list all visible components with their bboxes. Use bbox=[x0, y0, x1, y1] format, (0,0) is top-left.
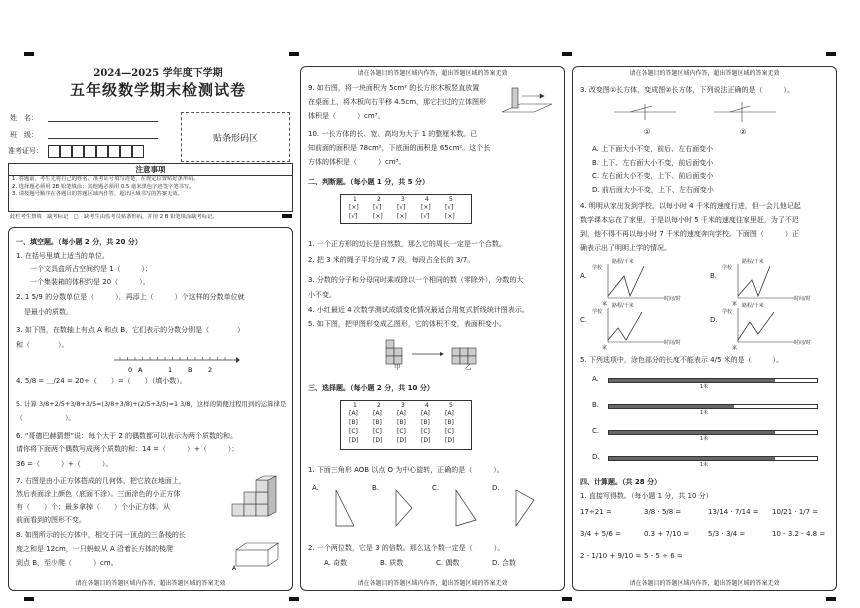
section-title: 二、判断题。 bbox=[308, 178, 350, 186]
choice-bubble[interactable]: [D] bbox=[445, 437, 455, 444]
graph-x-label: 时间/时 bbox=[794, 296, 811, 302]
school-year: 2024—2025 学年度下学期 bbox=[93, 68, 223, 79]
registration-mark bbox=[826, 52, 836, 56]
choice-bubble[interactable]: [D] bbox=[349, 437, 359, 444]
exam-number-box[interactable] bbox=[48, 145, 60, 158]
choice-option[interactable]: D. bbox=[492, 484, 500, 492]
graph-option[interactable]: C. bbox=[580, 316, 588, 324]
graph-option[interactable]: A. bbox=[580, 272, 587, 280]
registration-mark bbox=[562, 597, 572, 601]
length-bar-fill bbox=[609, 405, 734, 408]
section-fill-in bbox=[16, 238, 142, 247]
notice-box bbox=[8, 163, 293, 212]
question-8c: 到点 B，至少爬（ ）cm。 bbox=[16, 559, 118, 567]
missing-exam-row: 此栏考生禁填 缺考标记 □ 缺考生由监考员贴条形码，并用 2 B 铅笔填涂缺考标记。 bbox=[10, 214, 218, 220]
section-true-false bbox=[308, 178, 429, 187]
axis-label: 0 bbox=[128, 366, 133, 374]
question-2b: 是最小的质数。 bbox=[24, 308, 73, 316]
choice-4: 4. 明明从家出发到学校，以每小时 4 千米的速度行进，但一会儿他记起 bbox=[580, 202, 801, 210]
class-label: 班 级： bbox=[10, 131, 38, 139]
axis-label: 1 bbox=[168, 366, 173, 374]
bar-caption: 1米 bbox=[700, 462, 709, 468]
graph-home-label: 家 bbox=[732, 345, 738, 351]
length-bar-fill bbox=[609, 379, 775, 382]
barcode-area: 贴条形码区 bbox=[181, 112, 290, 162]
question-1: 1. 在括号里填上适当的单位。 bbox=[16, 252, 109, 260]
graph-home-label: 家 bbox=[602, 345, 608, 351]
choice-option[interactable]: A. 上下面大小不变，前后、左右面变小 bbox=[592, 145, 714, 153]
question-10: 10. 一长方体的长、宽、高均为大于 1 的整厘米数。已 bbox=[308, 130, 478, 138]
exam-number-label: 准考证号： bbox=[8, 147, 43, 155]
tf-bubble[interactable]: [×] bbox=[445, 213, 455, 220]
question-5: 5. 计算 3/8+2/5+3/8+3/5=(3/8+3/8)+(2/5+3/5)=1 3/8，这样的简便过程用到的运算律是 bbox=[16, 400, 287, 408]
registration-mark bbox=[289, 597, 299, 601]
grid-number: 1 bbox=[353, 196, 357, 203]
label-yi: 乙 bbox=[465, 363, 472, 371]
choice-4d: 确表示出了明明上学的情况。 bbox=[580, 244, 671, 252]
choice-1: 1. 下面三角形 AOB 以点 O 为中心旋转，正确的是（ ）。 bbox=[308, 466, 504, 474]
choice-3: 3. 改变图①长方体，变成图②长方体，下列说法正确的是（ ）。 bbox=[580, 86, 794, 94]
rotated-triangle-figure bbox=[446, 486, 486, 530]
choice-bubble[interactable]: [B] bbox=[349, 419, 358, 426]
choice-bubble[interactable]: [D] bbox=[421, 437, 431, 444]
tf-bubble[interactable]: [√] bbox=[397, 204, 406, 211]
bar-caption: 1米 bbox=[700, 410, 709, 416]
length-bar-fill bbox=[609, 431, 775, 434]
question-3b: 和（ ）。 bbox=[16, 341, 69, 349]
cuboid-figure bbox=[232, 540, 282, 570]
question-9b: 在桌面上，将木板向右平移 4.5cm，那它扫过的立体图形 bbox=[308, 98, 487, 106]
grid-number: 1 bbox=[353, 402, 357, 409]
choice-bubble[interactable]: [B] bbox=[397, 419, 406, 426]
choice-option[interactable]: C. bbox=[432, 484, 440, 492]
bar-option[interactable]: C. bbox=[592, 427, 600, 435]
question-6: 6. “哥德巴赫猜想”说：每个大于 2 的偶数都可以表示为两个质数的和。 bbox=[16, 432, 238, 440]
question-10c: 方体的体积是（ ）cm³。 bbox=[308, 158, 406, 166]
section-note: （每小题 1 分，共 5 分） bbox=[350, 178, 429, 186]
tf-bubble[interactable]: [×] bbox=[373, 213, 383, 220]
graph-option[interactable]: B. bbox=[710, 272, 718, 280]
section-note: （每小题 2 分，共 20 分） bbox=[58, 238, 142, 246]
class-field[interactable] bbox=[48, 138, 158, 139]
judge-5: 5. 如下图，把甲图形变成乙图形，它的体积不变，表面积变小。 bbox=[308, 320, 506, 328]
exam-number-box[interactable] bbox=[60, 145, 72, 158]
grid-number: 3 bbox=[401, 402, 405, 409]
graph-home-label: 家 bbox=[732, 301, 738, 307]
graph-home-label: 家 bbox=[602, 301, 608, 307]
grid-number: 5 bbox=[449, 196, 453, 203]
length-bar bbox=[608, 430, 818, 435]
choice-option[interactable]: A. 奇数 bbox=[324, 559, 348, 567]
choice-bubble[interactable]: [A] bbox=[397, 410, 406, 417]
notice-line: 1. 答题前，考生先将自己的姓名、准考证号填写清楚，在规定位置贴好条形码。 bbox=[12, 176, 199, 182]
tf-bubble[interactable]: [×] bbox=[349, 204, 359, 211]
question-5b: （ ）。 bbox=[16, 414, 76, 422]
question-1a: 一个文具盒所占空间约是 1（ ）； bbox=[30, 265, 153, 273]
registration-mark bbox=[562, 52, 572, 56]
section-note: （每小题 2 分，共 10 分） bbox=[350, 384, 434, 392]
graph-school-label: 学校 bbox=[722, 265, 733, 271]
notice-line: 2. 选择题必须用 2B 铅笔填涂；其他题必须用 0.5 毫米黑色字迹签字笔书写。 bbox=[12, 183, 195, 190]
question-4: 4. 5/8 = ＿/24 = 20÷（ ）=（ ）（填小数）。 bbox=[16, 377, 187, 385]
question-8: 8. 如图所示的长方体中，相交于同一顶点的三条棱的长 bbox=[16, 531, 186, 539]
question-6b: 请你将下面两个偶数写成两个质数的和：14 =（ ）+（ ）； bbox=[16, 445, 239, 453]
number-line bbox=[110, 352, 240, 374]
tf-bubble[interactable]: [√] bbox=[373, 204, 382, 211]
choice-bubble[interactable]: [B] bbox=[373, 419, 382, 426]
axis-label: A bbox=[138, 366, 143, 374]
bar-option[interactable]: B. bbox=[592, 401, 600, 409]
choice-bubble[interactable]: [A] bbox=[349, 410, 358, 417]
exam-number-box[interactable] bbox=[108, 145, 120, 158]
graph-school-label: 学校 bbox=[722, 309, 733, 315]
choice-bubble[interactable]: [C] bbox=[397, 428, 406, 435]
exam-number-box[interactable] bbox=[120, 145, 132, 158]
judge-3b: 小不变。 bbox=[308, 291, 336, 299]
choice-bubble[interactable]: [D] bbox=[397, 437, 407, 444]
exam-title: 五年级数学期末检测试卷 bbox=[69, 81, 246, 99]
question-7b: 然后表面涂上颜色（底面不涂）。三面涂色的小正方体 bbox=[16, 490, 181, 498]
answer-area-warning: 请在各题目的答题区域内作答，超出答题区域的答案无效 bbox=[629, 580, 780, 587]
graph-y-label: 路程/千米 bbox=[612, 303, 634, 309]
graph-y-label: 路程/千米 bbox=[612, 259, 634, 265]
figure-label-1: ① bbox=[644, 128, 651, 136]
exam-number-box[interactable] bbox=[72, 145, 84, 158]
exam-number-box[interactable] bbox=[84, 145, 96, 158]
exam-number-box[interactable] bbox=[132, 145, 144, 158]
judge-4: 4. 小红最近 4 次数学测试成绩变化情况最适合用复式折线统计图表示。 bbox=[308, 306, 529, 314]
graph-x-label: 时间/时 bbox=[664, 296, 681, 302]
graph-school-label: 学校 bbox=[592, 265, 603, 271]
grid-number: 5 bbox=[449, 402, 453, 409]
choice-bubble[interactable]: [B] bbox=[445, 419, 454, 426]
question-6c: 36 =（ ）+（ ）。 bbox=[16, 460, 113, 468]
tf-bubble[interactable]: [×] bbox=[397, 213, 407, 220]
answer-area-warning: 请在各题目的答题区域内作答，超出答题区域的答案无效 bbox=[357, 580, 508, 587]
choice-bubble[interactable]: [B] bbox=[421, 419, 430, 426]
calc-item: 5 - 5 ÷ 6 = bbox=[644, 552, 683, 560]
section-calculation bbox=[580, 478, 661, 487]
graph-school-label: 学校 bbox=[592, 309, 603, 315]
section-title: 四、计算题。 bbox=[580, 478, 622, 486]
calc-item: 13/14 · 7/14 = bbox=[708, 508, 759, 516]
graph-y-label: 路程/千米 bbox=[742, 303, 764, 309]
notice-line: 3. 请按题号顺序在各题目的答题区域内作答，超出区域书写的答案无效。 bbox=[12, 191, 183, 197]
figure-label-2: ② bbox=[740, 128, 747, 136]
choice-4b: 数学课本忘在了家里，于是以每小时 5 千米的速度往家里赶，为了不迟 bbox=[580, 216, 799, 224]
question-7d: 前面看到的图形不变。 bbox=[16, 516, 86, 524]
registration-mark bbox=[282, 214, 292, 218]
choice-bubble[interactable]: [C] bbox=[445, 428, 454, 435]
answer-area-warning: 请在各题目的答题区域内作答，超出答题区域的答案无效 bbox=[75, 580, 226, 587]
question-1b: 一个集装箱的体积约是 20（ ）。 bbox=[30, 278, 150, 286]
graph-x-label: 时间/时 bbox=[794, 340, 811, 346]
choice-bubble[interactable]: [A] bbox=[445, 410, 454, 417]
question-9c: 体积是（ ）cm³。 bbox=[308, 112, 385, 120]
length-bar bbox=[608, 456, 818, 461]
tf-bubble[interactable]: [×] bbox=[421, 204, 431, 211]
question-3: 3. 如下图，在数轴上有点 A 和点 B，它们表示的分数分别是（ ） bbox=[16, 326, 245, 334]
calc-intro: 1. 直接写得数。（每小题 1 分，共 10 分） bbox=[580, 492, 713, 500]
name-field[interactable] bbox=[48, 121, 158, 122]
choice-option[interactable]: C. 左右面大小不变，上下、前后面变小 bbox=[592, 172, 714, 180]
calc-item: 3/8 · 5/8 = bbox=[644, 508, 682, 516]
calc-item: 3/4 + 5/6 = bbox=[580, 530, 621, 538]
grid-number: 4 bbox=[425, 196, 429, 203]
graph-x-label: 时间/时 bbox=[664, 340, 681, 346]
choice-option[interactable]: D. 合数 bbox=[492, 559, 516, 567]
tf-bubble[interactable]: [√] bbox=[445, 204, 454, 211]
section-multiple-choice bbox=[308, 384, 434, 393]
choice-5: 5. 下列选项中，涂色部分的长度不能表示 4/5 米的是（ ）。 bbox=[580, 356, 784, 364]
registration-mark bbox=[289, 52, 299, 56]
question-7: 7. 右图是由小正方体搭成的几何体，把它放在地面上， bbox=[16, 477, 186, 485]
question-8b: 度之和是 12cm，一只蚂蚁从 A 沿着长方体的棱爬 bbox=[16, 545, 174, 553]
grid-number: 2 bbox=[377, 196, 381, 203]
choice-2: 2. 一个两位数，它是 3 的倍数。那么这个数一定是（ ）。 bbox=[308, 544, 505, 552]
graph-option[interactable]: D. bbox=[710, 316, 718, 324]
bar-option[interactable]: D. bbox=[592, 453, 600, 461]
judge-1: 1. 一个正方形的边长是自然数，那么它的周长一定是一个合数。 bbox=[308, 240, 506, 248]
registration-mark bbox=[826, 597, 836, 601]
judge-3: 3. 分数的分子和分母同时乘或除以一个相同的数（零除外），分数的大 bbox=[308, 276, 524, 284]
section-note: （共 28 分） bbox=[622, 478, 662, 486]
rotated-triangle-figure bbox=[326, 486, 366, 530]
true-false-answer-grid bbox=[340, 194, 472, 224]
length-bar-fill bbox=[609, 457, 775, 460]
name-label: 姓 名： bbox=[10, 114, 38, 122]
calc-item: 10/21 · 1/7 = bbox=[772, 508, 819, 516]
registration-mark bbox=[24, 52, 34, 56]
question-10b: 知前面的面积是 78cm²，下底面的面积是 65cm²。这个长 bbox=[308, 144, 491, 152]
judge-2: 2. 把 3 米的绳子平均分成 7 段，每段占全长的 3/7。 bbox=[308, 256, 475, 264]
choice-bubble[interactable]: [A] bbox=[373, 410, 382, 417]
cube-stack-figure bbox=[228, 474, 286, 522]
registration-mark bbox=[24, 597, 34, 601]
tf-bubble[interactable]: [√] bbox=[421, 213, 430, 220]
exam-number-box[interactable] bbox=[96, 145, 108, 158]
length-bar bbox=[608, 404, 818, 409]
label-jia: 甲 bbox=[394, 363, 401, 371]
calc-item: 2 - 1/10 + 9/10 = bbox=[580, 552, 642, 560]
choice-answer-grid bbox=[340, 400, 472, 450]
grid-number: 4 bbox=[425, 402, 429, 409]
board-translation-figure bbox=[500, 82, 555, 122]
choice-option[interactable]: B. 质数 bbox=[380, 559, 404, 567]
bar-caption: 1米 bbox=[700, 384, 709, 390]
choice-option[interactable]: B. bbox=[372, 484, 380, 492]
choice-4c: 到，他不得不再以每小时 7 千米的速度奔向学校。下面图（ ）正 bbox=[580, 230, 799, 238]
choice-option[interactable]: C. 偶数 bbox=[436, 559, 460, 567]
answer-area-warning: 请在各题目的答题区域内作答，超出答题区域的答案无效 bbox=[357, 70, 508, 77]
question-9: 9. 如右图，将一块面积为 5cm² 的长方形木板竖直放置 bbox=[308, 84, 480, 92]
rotated-triangle-figure bbox=[506, 486, 546, 530]
grid-number: 2 bbox=[377, 402, 381, 409]
choice-bubble[interactable]: [A] bbox=[421, 410, 430, 417]
section-title: 三、选择题。 bbox=[308, 384, 350, 392]
bar-caption: 1米 bbox=[700, 436, 709, 442]
notice-heading: 注意事项 bbox=[9, 164, 292, 176]
choice-bubble[interactable]: [C] bbox=[421, 428, 430, 435]
choice-option[interactable]: B. 上下、左右面大小不变，前后面变小 bbox=[592, 158, 714, 167]
choice-bubble[interactable]: [D] bbox=[373, 437, 383, 444]
calc-item: 10 - 3.2 - 4.8 = bbox=[772, 530, 826, 538]
bar-option[interactable]: A. bbox=[592, 375, 599, 383]
grid-number: 3 bbox=[401, 196, 405, 203]
tf-bubble[interactable]: [√] bbox=[349, 213, 358, 220]
choice-bubble[interactable]: [C] bbox=[373, 428, 382, 435]
calc-item: 5/3 · 3/4 = bbox=[708, 530, 746, 538]
rotated-triangle-figure bbox=[386, 486, 426, 530]
question-2: 2. 1 5/9 的分数单位是（ ），再添上（ ）个这样的分数单位就 bbox=[16, 293, 245, 301]
choice-option[interactable]: A. bbox=[312, 484, 319, 492]
calc-item: 17÷21 = bbox=[580, 508, 612, 516]
section-title: 一、填空题。 bbox=[16, 238, 58, 246]
graph-y-label: 路程/千米 bbox=[742, 259, 764, 265]
calc-item: 0.3 + 7/10 = bbox=[644, 530, 690, 538]
question-7c: 有（ ）个；最多拿掉（ ）个小正方体，从 bbox=[16, 503, 170, 511]
vertex-label-a: A bbox=[232, 565, 237, 570]
answer-area-warning: 请在各题目的答题区域内作答，超出答题区域的答案无效 bbox=[629, 70, 780, 77]
length-bar bbox=[608, 378, 818, 383]
choice-bubble[interactable]: [C] bbox=[349, 428, 358, 435]
choice-option[interactable]: D. 前后面大小不变，上下、左右面变小 bbox=[592, 185, 714, 194]
axis-label: 2 bbox=[208, 366, 213, 374]
axis-label: B bbox=[188, 366, 193, 374]
cuboid-change-figure bbox=[610, 100, 790, 134]
